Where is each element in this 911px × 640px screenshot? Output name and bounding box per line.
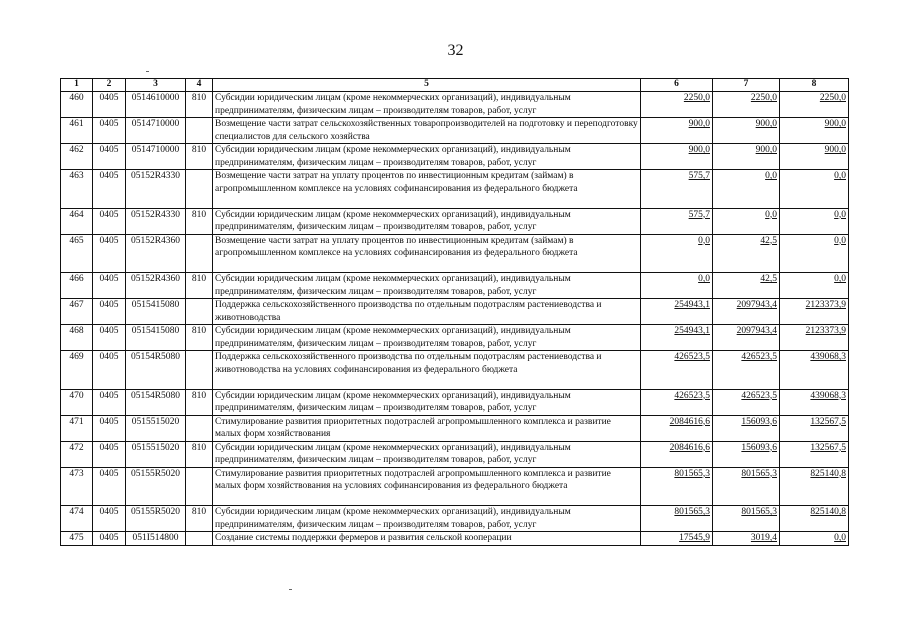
amount-col-7: 156093,6 — [713, 441, 780, 467]
amount-col-6: 575,7 — [641, 170, 713, 209]
row-number: 460 — [61, 92, 93, 118]
amount-col-6: 426523,5 — [641, 351, 713, 390]
expense-type-code: 810 — [186, 208, 213, 234]
item-name: Субсидии юридическим лицам (кроме некоммерческих организаций), индивидуальным предпринимателям, физическим лицам – производителям товаров, работ, услуг — [213, 441, 641, 467]
target-item-code: 0515415080 — [126, 299, 186, 325]
section-code: 0405 — [93, 234, 126, 273]
amount-col-8: 0,0 — [780, 234, 849, 273]
row-number: 471 — [61, 415, 93, 441]
target-item-code: 0514710000 — [126, 144, 186, 170]
expense-type-code — [186, 234, 213, 273]
target-item-code: 05155R5020 — [126, 506, 186, 532]
table-row — [61, 118, 849, 144]
amount-col-6: 2084616,6 — [641, 415, 713, 441]
budget-table — [60, 78, 849, 546]
table-row — [61, 299, 849, 325]
table-row — [61, 467, 849, 506]
row-number: 470 — [61, 389, 93, 415]
item-name: Возмещение части затрат на уплату процентов по инвестиционным кредитам (займам) в агропромышленном комплексе на условиях софинансирования из федерального бюджета — [213, 170, 641, 209]
item-name: Возмещение части затрат на уплату процентов по инвестиционным кредитам (займам) в агропромышленном комплексе на условиях софинансирования из федерального бюджета — [213, 234, 641, 273]
amount-col-8: 439068,3 — [780, 351, 849, 390]
amount-col-6: 2084616,6 — [641, 441, 713, 467]
amount-col-6: 900,0 — [641, 118, 713, 144]
row-number: 462 — [61, 144, 93, 170]
amount-col-8: 900,0 — [780, 144, 849, 170]
col-header-2: 2 — [93, 79, 126, 92]
table-row — [61, 415, 849, 441]
table-row — [61, 532, 849, 546]
expense-type-code — [186, 170, 213, 209]
col-header-4: 4 — [186, 79, 213, 92]
expense-type-code: 810 — [186, 441, 213, 467]
amount-col-7: 0,0 — [713, 208, 780, 234]
target-item-code: 0514610000 — [126, 92, 186, 118]
amount-col-8: 439068,3 — [780, 389, 849, 415]
target-item-code: 05152R4330 — [126, 208, 186, 234]
item-name: Поддержка сельскохозяйственного производства по отдельным подотраслям растениеводства и животноводства на условиях софинансирования из федерального бюджета — [213, 351, 641, 390]
amount-col-8: 825140,8 — [780, 467, 849, 506]
table-row — [61, 170, 849, 209]
section-code: 0405 — [93, 325, 126, 351]
expense-type-code: 810 — [186, 325, 213, 351]
table-header-row — [61, 79, 849, 92]
amount-col-7: 156093,6 — [713, 415, 780, 441]
item-name: Стимулирование развития приоритетных подотраслей агропромышленного комплекса и развитие малых форм хозяйствования на условиях софинансирования из федерального бюджета — [213, 467, 641, 506]
table-row — [61, 144, 849, 170]
item-name: Субсидии юридическим лицам (кроме некоммерческих организаций), индивидуальным предпринимателям, физическим лицам – производителям товаров, работ, услуг — [213, 273, 641, 299]
expense-type-code — [186, 351, 213, 390]
section-code: 0405 — [93, 92, 126, 118]
row-number: 469 — [61, 351, 93, 390]
item-name: Субсидии юридическим лицам (кроме некоммерческих организаций), индивидуальным предпринимателям, физическим лицам – производителям товаров, работ, услуг — [213, 144, 641, 170]
table-row — [61, 92, 849, 118]
amount-col-7: 900,0 — [713, 144, 780, 170]
section-code: 0405 — [93, 441, 126, 467]
row-number: 467 — [61, 299, 93, 325]
item-name: Поддержка сельскохозяйственного производства по отдельным подотраслям растениеводства и животноводства — [213, 299, 641, 325]
amount-col-7: 801565,3 — [713, 467, 780, 506]
row-number: 473 — [61, 467, 93, 506]
amount-col-8: 0,0 — [780, 208, 849, 234]
target-item-code: 05152R4360 — [126, 273, 186, 299]
row-number: 461 — [61, 118, 93, 144]
amount-col-6: 17545,9 — [641, 532, 713, 546]
section-code: 0405 — [93, 532, 126, 546]
item-name: Возмещение части затрат сельскохозяйственных товаропроизводителей на подготовку и переподготовку специалистов для сельского хозяйства — [213, 118, 641, 144]
amount-col-6: 426523,5 — [641, 389, 713, 415]
row-number: 468 — [61, 325, 93, 351]
expense-type-code — [186, 415, 213, 441]
row-number: 465 — [61, 234, 93, 273]
item-name: Субсидии юридическим лицам (кроме некоммерческих организаций), индивидуальным предпринимателям, физическим лицам – производителям товаров, работ, услуг — [213, 208, 641, 234]
expense-type-code — [186, 532, 213, 546]
col-header-7: 7 — [713, 79, 780, 92]
amount-col-7: 0,0 — [713, 170, 780, 209]
amount-col-8: 2123373,9 — [780, 325, 849, 351]
table-row — [61, 273, 849, 299]
expense-type-code: 810 — [186, 144, 213, 170]
col-header-8: 8 — [780, 79, 849, 92]
row-number: 472 — [61, 441, 93, 467]
row-number: 464 — [61, 208, 93, 234]
target-item-code: 0514710000 — [126, 118, 186, 144]
col-header-3: 3 — [126, 79, 186, 92]
amount-col-8: 2250,0 — [780, 92, 849, 118]
section-code: 0405 — [93, 299, 126, 325]
amount-col-7: 801565,3 — [713, 506, 780, 532]
amount-col-8: 0,0 — [780, 273, 849, 299]
amount-col-7: 900,0 — [713, 118, 780, 144]
amount-col-6: 900,0 — [641, 144, 713, 170]
expense-type-code — [186, 299, 213, 325]
amount-col-6: 801565,3 — [641, 506, 713, 532]
item-name: Субсидии юридическим лицам (кроме некоммерческих организаций), индивидуальным предпринимателям, физическим лицам – производителям товаров, работ, услуг — [213, 506, 641, 532]
table-row — [61, 234, 849, 273]
expense-type-code: 810 — [186, 389, 213, 415]
col-header-1: 1 — [61, 79, 93, 92]
scan-speck — [146, 71, 149, 72]
item-name: Стимулирование развития приоритетных подотраслей агропромышленного комплекса и развитие малых форм хозяйствования — [213, 415, 641, 441]
section-code: 0405 — [93, 208, 126, 234]
amount-col-7: 426523,5 — [713, 351, 780, 390]
amount-col-6: 801565,3 — [641, 467, 713, 506]
row-number: 466 — [61, 273, 93, 299]
expense-type-code — [186, 118, 213, 144]
table-row — [61, 389, 849, 415]
section-code: 0405 — [93, 118, 126, 144]
section-code: 0405 — [93, 415, 126, 441]
target-item-code: 05152R4330 — [126, 170, 186, 209]
amount-col-8: 132567,5 — [780, 415, 849, 441]
amount-col-7: 426523,5 — [713, 389, 780, 415]
table-row — [61, 441, 849, 467]
expense-type-code: 810 — [186, 506, 213, 532]
item-name: Создание системы поддержки фермеров и развития сельской кооперации — [213, 532, 641, 546]
target-item-code: 05155R5020 — [126, 467, 186, 506]
amount-col-8: 132567,5 — [780, 441, 849, 467]
amount-col-7: 2097943,4 — [713, 299, 780, 325]
amount-col-7: 42,5 — [713, 234, 780, 273]
table-body — [61, 92, 849, 546]
row-number: 475 — [61, 532, 93, 546]
amount-col-8: 0,0 — [780, 532, 849, 546]
section-code: 0405 — [93, 506, 126, 532]
expense-type-code: 810 — [186, 92, 213, 118]
amount-col-8: 2123373,9 — [780, 299, 849, 325]
target-item-code: 051I514800 — [126, 532, 186, 546]
target-item-code: 05154R5080 — [126, 351, 186, 390]
row-number: 463 — [61, 170, 93, 209]
target-item-code: 05154R5080 — [126, 389, 186, 415]
section-code: 0405 — [93, 351, 126, 390]
section-code: 0405 — [93, 389, 126, 415]
amount-col-6: 0,0 — [641, 234, 713, 273]
target-item-code: 0515515020 — [126, 415, 186, 441]
col-header-5: 5 — [213, 79, 641, 92]
amount-col-6: 254943,1 — [641, 299, 713, 325]
table-row — [61, 351, 849, 390]
amount-col-6: 0,0 — [641, 273, 713, 299]
target-item-code: 0515415080 — [126, 325, 186, 351]
amount-col-7: 2097943,4 — [713, 325, 780, 351]
amount-col-8: 825140,8 — [780, 506, 849, 532]
target-item-code: 0515515020 — [126, 441, 186, 467]
item-name: Субсидии юридическим лицам (кроме некоммерческих организаций), индивидуальным предпринимателям, физическим лицам – производителям товаров, работ, услуг — [213, 389, 641, 415]
amount-col-8: 0,0 — [780, 170, 849, 209]
section-code: 0405 — [93, 467, 126, 506]
table-row — [61, 208, 849, 234]
expense-type-code — [186, 467, 213, 506]
amount-col-7: 42,5 — [713, 273, 780, 299]
amount-col-6: 254943,1 — [641, 325, 713, 351]
item-name: Субсидии юридическим лицам (кроме некоммерческих организаций), индивидуальным предпринимателям, физическим лицам – производителям товаров, работ, услуг — [213, 325, 641, 351]
scan-speck — [289, 589, 292, 590]
section-code: 0405 — [93, 273, 126, 299]
expense-type-code: 810 — [186, 273, 213, 299]
amount-col-7: 3019,4 — [713, 532, 780, 546]
row-number: 474 — [61, 506, 93, 532]
item-name: Субсидии юридическим лицам (кроме некоммерческих организаций), индивидуальным предпринимателям, физическим лицам – производителям товаров, работ, услуг — [213, 92, 641, 118]
amount-col-7: 2250,0 — [713, 92, 780, 118]
section-code: 0405 — [93, 170, 126, 209]
amount-col-6: 575,7 — [641, 208, 713, 234]
amount-col-6: 2250,0 — [641, 92, 713, 118]
table-row — [61, 325, 849, 351]
table-row — [61, 506, 849, 532]
col-header-6: 6 — [641, 79, 713, 92]
target-item-code: 05152R4360 — [126, 234, 186, 273]
amount-col-8: 900,0 — [780, 118, 849, 144]
page-number: 32 — [447, 42, 464, 59]
section-code: 0405 — [93, 144, 126, 170]
